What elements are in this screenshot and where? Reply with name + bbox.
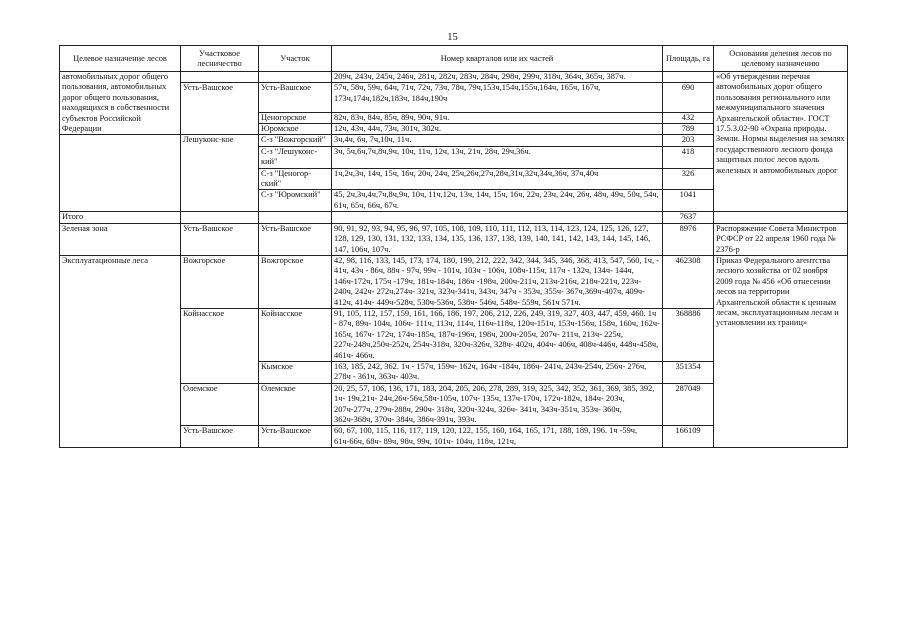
area-cell: 287049: [663, 383, 714, 426]
quarters-cell: 90, 91, 92, 93, 94, 95, 96, 97, 105, 108, 109, 110, 111, 112, 113, 114, 123, 124, 125, 126, 127, 128, 129, 130, 131, 132, 133, 134, 135, 136, 137, 138, 139, 140, 141, 142, 143, 144, 145, 146, 147, 106ч, 107ч.: [332, 223, 663, 255]
forestry-cell: Лешуконс-кое: [181, 135, 259, 212]
quarters-cell: 57ч, 58ч, 59ч, 64ч, 71ч, 72ч, 73ч, 78ч, 79ч,153ч,154ч,155ч,164ч, 165ч, 167ч, 173ч,174ч,182ч,183ч, 184ч,190ч: [332, 83, 663, 112]
area-cell: 368886: [663, 308, 714, 361]
header-forestry: Участковое лесничество: [181, 46, 259, 72]
quarters-cell: 91, 105, 112, 157, 159, 161, 166, 186, 197, 206, 212, 226, 249, 319, 327, 403, 447, 459, 460. 1ч - 87ч, 89ч- 104ч, 106ч- 111ч, 113ч, 114ч, 116ч-118ч, 120ч-151ч, 153ч-156ч, 158ч, 160ч, 162ч- 165ч, 167ч- 172ч, 174ч-185ч, 187ч-196ч, 198ч, 200ч-205ч, 207ч- 211ч, 213ч- 225ч, 227ч-248ч,250ч-252ч, 254ч-318ч, 320ч-326ч, 328ч- 402ч, 404ч- 406ч, 408ч-446ч, 448ч-458ч, 461ч- 466ч.: [332, 308, 663, 361]
quarters-cell: 163, 185, 242, 362. 1ч - 157ч, 159ч- 162ч, 164ч -184ч, 186ч- 241ч, 243ч-254ч, 256ч- 276ч, 278ч - 361ч, 363ч- 403ч.: [332, 361, 663, 383]
section-cell: Ценогорское: [259, 112, 332, 123]
basis-cell-green: Распоряжение Совета Министров РСФСР от 22 апреля 1960 года № 2376-р: [714, 223, 848, 255]
area-cell: 462308: [663, 255, 714, 308]
quarters-cell: 3ч, 5ч,6ч,7ч,8ч,9ч, 10ч, 11ч, 12ч, 13ч, 21ч, 28ч, 29ч,36ч.: [332, 146, 663, 168]
section-cell: Усть-Вашское: [259, 223, 332, 255]
basis-cell-exploit: Приказ Федерального агентства лесного хозяйства от 02 ноября 2009 года № 456 «Об отнесении лесов на территории Архангельской области к ценным лесам, эксплуатационным лесам и установлении их границ»: [714, 255, 848, 447]
area-cell: 789: [663, 124, 714, 135]
section-cell: Усть-Вашское: [259, 83, 332, 112]
area-cell: 8976: [663, 223, 714, 255]
section-cell: Юромское: [259, 124, 332, 135]
forestry-cell: Усть-Вашское: [181, 426, 259, 448]
area-cell: 203: [663, 135, 714, 146]
purpose-cell-roads-cont: [60, 135, 181, 212]
header-row: [60, 46, 848, 72]
quarters-cell: 45, 2ч,3ч,4ч,7ч,8ч,9ч, 10ч, 11ч,12ч, 13ч, 14ч, 15ч, 16ч, 22ч, 23ч, 24ч, 26ч, 48ч, 49ч, 50ч, 54ч, 61ч, 65ч, 66ч, 67ч.: [332, 190, 663, 212]
area-cell: 326: [663, 168, 714, 190]
forest-purpose-table: [59, 45, 848, 448]
section-cell: Олемское: [259, 383, 332, 426]
area-cell: 166109: [663, 426, 714, 448]
section-cell: Вожгорское: [259, 255, 332, 308]
basis-cell-roads: «Об утверждении перечня автомобильных дорог общего пользования регионального или межмуниципального значения Архангельской области». ГОСТ 17.5.3.02-90 «Охрана природы. Земли. Нормы выделения на землях государственного лесного фонда защитных полос лесов вдоль железных и автомобильных дорог: [714, 72, 848, 212]
area-cell: [663, 72, 714, 83]
section-cell: С-з "Лешуконс-кий": [259, 146, 332, 168]
quarters-cell: 42, 98, 116, 133, 145, 173, 174, 180, 199, 212, 222, 342, 344, 345, 346, 368, 413, 547, 560, 1ч, - 41ч, 43ч - 86ч, 88ч - 97ч, 99ч - 101ч, 103ч - 106ч, 108ч-115ч, 117ч - 132ч, 134ч- 144ч, 146ч-172ч, 175ч -179ч, 181ч-184ч, 186ч -198ч, 200ч-211ч, 213ч-216ч, 218ч-221ч, 223ч- 240ч, 242ч- 272ч,274ч- 321ч, 323ч-341ч, 343ч, 347ч - 353ч, 355ч- 367ч,369ч-407ч, 409ч- 412ч, 414ч- 449ч-528ч, 530ч-536ч, 538ч- 546ч, 548ч- 559ч, 561ч 571ч.: [332, 255, 663, 308]
forestry-cell: Койнасское: [181, 308, 259, 383]
total-row: [60, 212, 848, 223]
area-cell: 418: [663, 146, 714, 168]
purpose-cell-exploit: Эксплуатационные леса: [60, 255, 181, 447]
header-section: Участок: [259, 46, 332, 72]
quarters-cell: 82ч, 83ч, 84ч, 85ч, 89ч, 90ч, 91ч.: [332, 112, 663, 123]
area-cell: 1041: [663, 190, 714, 212]
quarters-cell: 12ч, 43ч, 44ч, 73ч, 301ч, 302ч.: [332, 124, 663, 135]
section-cell: Койнасское: [259, 308, 332, 361]
table-row: [60, 255, 848, 308]
total-area: 7637: [663, 212, 714, 223]
header-basis: Основания деления лесов по целевому назначению: [714, 46, 848, 72]
quarters-cell: 60, 67, 100, 115, 116, 117, 119, 120, 122, 155, 160, 164, 165, 171, 188, 189, 196. 1ч -59ч, 61ч-66ч, 68ч- 89ч, 98ч, 99ч, 101ч- 104ч, 118ч, 121ч,: [332, 426, 663, 448]
forestry-cell: Усть-Вашское: [181, 83, 259, 135]
purpose-cell-roads: автомобильных дорог общего пользования, автомобильных дорог общего пользования, находящихся в собственности субъектов Российской Федерации: [60, 72, 181, 135]
quarters-cell: 1ч,2ч,3ч, 14ч, 15ч, 16ч, 20ч, 24ч, 25ч,26ч,27ч,28ч,31ч,32ч,34ч,36ч, 37ч,40ч: [332, 168, 663, 190]
green-zone-row: [60, 223, 848, 255]
section-cell: [259, 72, 332, 83]
quarters-cell: 3ч,4ч, 6ч, 7ч,10ч, 11ч.: [332, 135, 663, 146]
area-cell: 690: [663, 83, 714, 112]
header-quarters: Номер кварталов или их частей: [332, 46, 663, 72]
header-area: Площадь, га: [663, 46, 714, 72]
forestry-cell: [181, 72, 259, 83]
area-cell: 432: [663, 112, 714, 123]
page-number: 15: [447, 32, 458, 43]
forestry-cell: Олемское: [181, 383, 259, 426]
area-cell: 351354: [663, 361, 714, 383]
section-cell: С-з "Вожгорский": [259, 135, 332, 146]
table-row: [60, 72, 848, 83]
quarters-cell: 20, 25, 57, 106, 136, 171, 183, 204, 205, 206, 278, 289, 319, 325, 342, 352, 361, 369, 385, 392, 1ч- 19ч,21ч- 24ч,26ч-56ч,58ч-105ч, 107ч- 135ч, 137ч-170ч, 172ч-182ч, 184ч- 203ч, 207ч-277ч, 279ч-288ч, 290ч- 318ч, 320ч-324ч, 326ч- 341ч, 343ч-351ч, 353ч- 360ч, 362ч-368ч, 370ч- 384ч, 386ч-391ч, 393ч.: [332, 383, 663, 426]
section-cell: Усть-Вашское: [259, 426, 332, 448]
total-label: Итого: [60, 212, 181, 223]
section-cell: Кымское: [259, 361, 332, 383]
section-cell: С-з "Юромский": [259, 190, 332, 212]
forestry-cell: Вожгорское: [181, 255, 259, 308]
header-purpose: Целевое назначение лесов: [60, 46, 181, 72]
purpose-cell-green: Зеленая зона: [60, 223, 181, 255]
quarters-cell: 209ч, 243ч, 245ч, 246ч, 281ч, 282ч, 283ч, 284ч, 298ч, 299ч, 318ч, 364ч, 365ч, 387ч.: [332, 72, 663, 83]
forestry-cell: Усть-Вашское: [181, 223, 259, 255]
section-cell: С-з "Ценогор-ский": [259, 168, 332, 190]
